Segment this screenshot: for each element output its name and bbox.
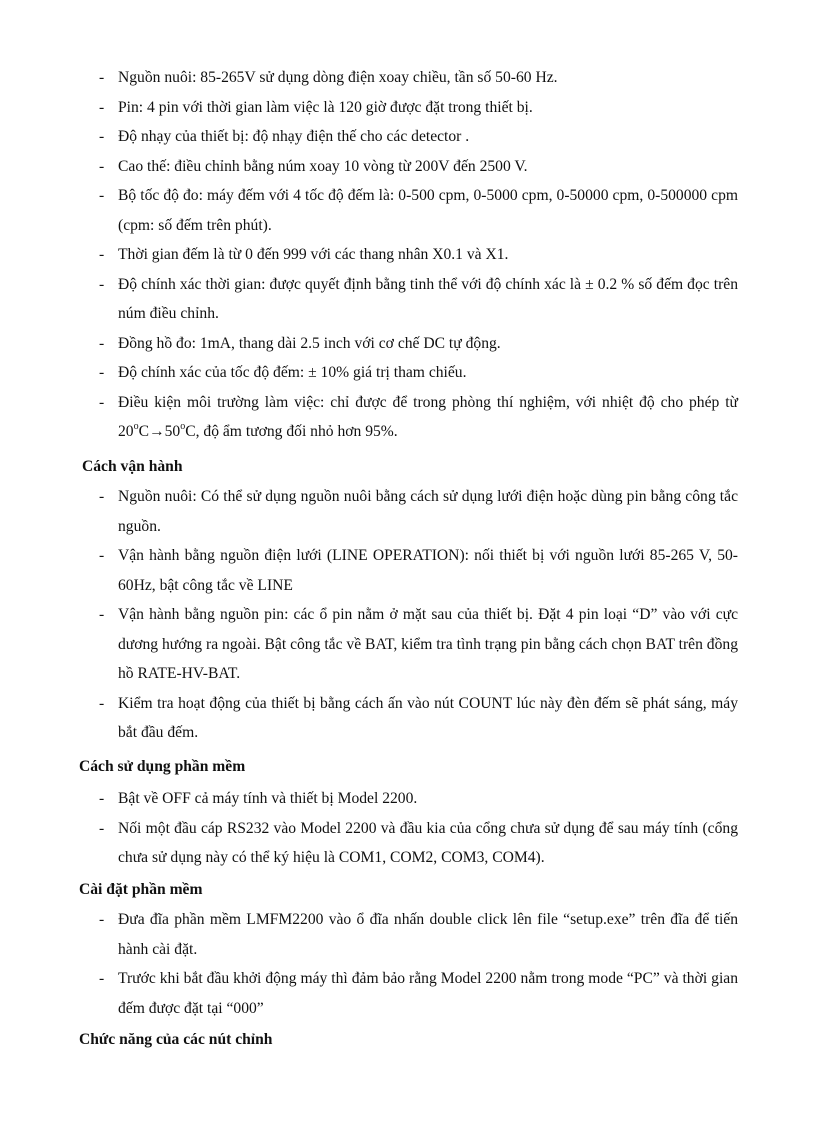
operation-list [98,482,738,748]
heading-button-functions: Chức năng của các nút chỉnh [79,1031,273,1048]
list-item: - Vận hành bằng nguồn điện lưới (LINE OPERATION): nối thiết bị với nguồn lưới 85-265 V, 50-60Hz, bật công tắc về LINE [99,547,738,594]
install-mode: Trước khi bắt đầu khởi động máy thì đảm bảo rằng Model 2200 nằm trong mode “PC” và thời gian đếm được đặt tại “000” [118,970,738,1017]
list-item: - Thời gian đếm là từ 0 đến 999 với các thang nhân X0.1 và X1. [99,246,509,263]
spec-high-voltage: Cao thế: điều chỉnh bằng núm xoay 10 vòng từ 200V đến 2500 V. [118,157,528,175]
list-item: - Cao thế: điều chỉnh bằng núm xoay 10 vòng từ 200V đến 2500 V. [99,157,528,175]
list-item: - Bật về OFF cả máy tính và thiết bị Model 2200. [99,790,418,807]
list-item: - Trước khi bắt đầu khởi động máy thì đảm bảo rằng Model 2200 nằm trong mode “PC” và thời gian đếm được đặt tại “000” [99,970,738,1017]
install-disk: Đưa đĩa phần mềm LMFM2200 vào ổ đĩa nhấn double click lên file “setup.exe” trên đĩa để tiến hành cài đặt. [118,911,738,958]
operation-power: Nguồn nuôi: Có thể sử dụng nguồn nuôi bằng cách sử dụng lưới điện hoặc dùng pin bằng công tắc nguồn. [118,488,738,535]
list-item: - Độ chính xác của tốc độ đếm: ± 10% giá trị tham chiếu. [99,364,467,381]
list-item: - Kiểm tra hoạt động của thiết bị bằng cách ấn vào nút COUNT lúc này đèn đếm sẽ phát sáng, máy bắt đầu đếm. [99,694,738,741]
list-item: - Nguồn nuôi: Có thể sử dụng nguồn nuôi bằng cách sử dụng lưới điện hoặc dùng pin bằng công tắc nguồn. [99,488,738,535]
spec-power: Nguồn nuôi: 85-265V sử dụng dòng điện xoay chiều, tần số 50-60 Hz. [118,69,558,86]
heading-software-install: Cài đặt phần mềm [79,881,203,898]
operation-battery: Vận hành bằng nguồn pin: các ổ pin nằm ở mặt sau của thiết bị. Đặt 4 pin loại “D” vào với cực dương hướng ra ngoài. Bật công tắc về BAT, kiểm tra tình trạng pin bằng cách chọn BAT trên đồng hồ RATE-HV-BAT. [118,606,738,682]
heading-operation: Cách vận hành [82,458,183,475]
specifications-list [98,63,738,447]
software-off: Bật về OFF cả máy tính và thiết bị Model 2200. [118,790,418,807]
spec-count-time: Thời gian đếm là từ 0 đến 999 với các thang nhân X0.1 và X1. [118,246,509,263]
software-list [98,784,738,873]
spec-rate-meter: Bộ tốc độ đo: máy đếm với 4 tốc độ đếm là: 0-500 cpm, 0-5000 cpm, 0-50000 cpm, 0-500000 cpm (cpm: số đếm trên phút). [118,187,738,234]
install-list [98,905,738,1023]
list-item: - Pin: 4 pin với thời gian làm việc là 120 giờ được đặt trong thiết bị. [99,98,533,116]
spec-sensitivity: Độ nhạy của thiết bị: độ nhạy điện thế cho các detector . [118,128,470,145]
list-item: - Nối một đầu cáp RS232 vào Model 2200 và đầu kia của cổng chưa sử dụng để sau máy tính (cổng chưa sử dụng này có thể ký hiệu là COM1, COM2, COM3, COM4). [99,819,738,866]
list-item: - Độ chính xác thời gian: được quyết định bằng tinh thể với độ chính xác là ± 0.2 % số đếm đọc trên núm điều chỉnh. [99,275,738,322]
spec-time-accuracy: Độ chính xác thời gian: được quyết định bằng tinh thể với độ chính xác là ± 0.2 % số đếm đọc trên núm điều chỉnh. [118,275,738,322]
list-item: - Đưa đĩa phần mềm LMFM2200 vào ổ đĩa nhấn double click lên file “setup.exe” trên đĩa để tiến hành cài đặt. [99,911,738,958]
list-item: - Đồng hồ đo: 1mA, thang dài 2.5 inch với cơ chế DC tự động. [99,334,501,352]
software-cable: Nối một đầu cáp RS232 vào Model 2200 và đầu kia của cổng chưa sử dụng để sau máy tính (cổng chưa sử dụng này có thể ký hiệu là COM1, COM2, COM3, COM4). [118,819,738,866]
list-item: - Điều kiện môi trường làm việc: chỉ được để trong phòng thí nghiệm, với nhiệt độ cho phép từ $20^oC\to 50^oC$, độ ẩm tương đối nhỏ hơn 95%. [99,393,738,440]
spec-battery: Pin: 4 pin với thời gian làm việc là 120 giờ được đặt trong thiết bị. [118,98,533,116]
list-item: - Bộ tốc độ đo: máy đếm với 4 tốc độ đếm là: 0-500 cpm, 0-5000 cpm, 0-50000 cpm, 0-500000 cpm (cpm: số đếm trên phút). [99,187,738,234]
heading-software-usage: Cách sử dụng phần mềm [79,758,246,775]
spec-rate-accuracy: Độ chính xác của tốc độ đếm: ± 10% giá trị tham chiếu. [118,364,467,381]
spec-environment: Điều kiện môi trường làm việc: chỉ được để trong phòng thí nghiệm, với nhiệt độ cho phép từ $20^oC\to 50^oC$, độ ẩm tương đối nhỏ hơn 95%. [118,393,738,440]
list-item: - Độ nhạy của thiết bị: độ nhạy điện thế cho các detector . [99,128,470,145]
list-item: - Vận hành bằng nguồn pin: các ổ pin nằm ở mặt sau của thiết bị. Đặt 4 pin loại “D” vào với cực dương hướng ra ngoài. Bật công tắc về BAT, kiểm tra tình trạng pin bằng cách chọn BAT trên đồng hồ RATE-HV-BAT. [99,606,738,682]
operation-line: Vận hành bằng nguồn điện lưới (LINE OPERATION): nối thiết bị với nguồn lưới 85-265 V, 50-60Hz, bật công tắc về LINE [118,547,738,594]
spec-meter: Đồng hồ đo: 1mA, thang dài 2.5 inch với cơ chế DC tự động. [118,334,501,352]
operation-check: Kiểm tra hoạt động của thiết bị bằng cách ấn vào nút COUNT lúc này đèn đếm sẽ phát sáng, máy bắt đầu đếm. [118,694,738,741]
list-item: - Nguồn nuôi: 85-265V sử dụng dòng điện xoay chiều, tần số 50-60 Hz. [99,69,558,86]
